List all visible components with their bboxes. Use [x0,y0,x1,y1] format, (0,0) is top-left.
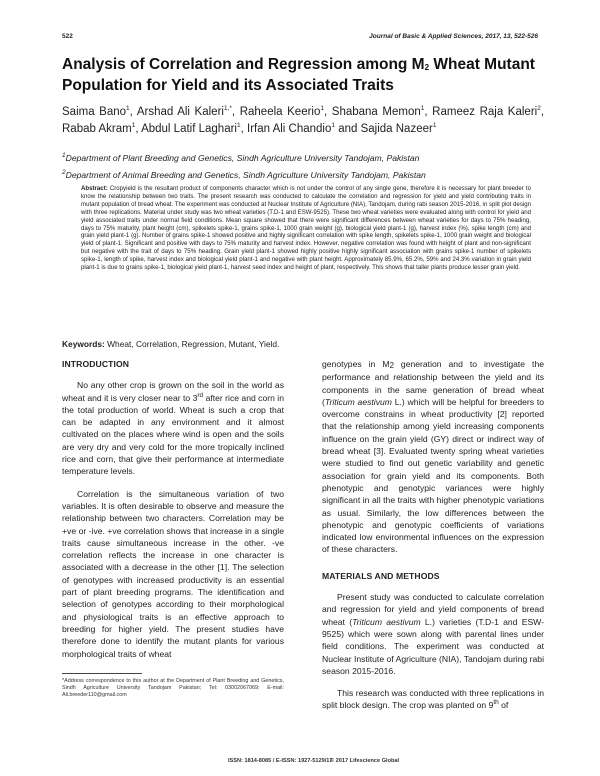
left-column [62,358,284,670]
intro-paragraph-continued: genotypes in $M_2$ generation and to investigate the performance and relationship between the yield and its components in the same generation of bread wheat (Triticum aestivum L.) which will be helpful for breeders to overcome constrains in wheat productivity [2] reported that the relationship among yield increasing components influence on the grain yield (GY) direct or indirect way of bread wheat [3]. Evaluated twenty spring wheat varieties were studied to find out genetic variability and genetic association for grain yield and its components. Both phenotypic and genotypic variances were highly significant in all the traits with higher phenotypic variations as usual. Similarly, the low differences between the phenotypic and genotypic coefficients of variations indicated low environmental influences on the expression of these characters. [322,359,545,555]
author: Rameez Raja Kaleri$^2$ [432,105,541,118]
keywords [62,339,542,349]
keywords-label: Keywords: [62,339,105,349]
right-column [322,358,544,722]
footnote-divider [62,673,142,674]
author: Shabana Memon$^1$ [331,105,425,118]
intro-paragraph-2: Correlation is the simultaneous variation of two variables. It is often desirable to observe and measure the relationship between two characters. Correlation may be +ve or -ive. +ve correlation shows that increase in a single traits cause simultaneous increase in the other. -ve correlation reflects the increase in one character is associated with a decrease in the other [1]. The selection of genotypes with increased productivity is an essential part of plant breeding programs. The identification and selection of genotypes according to their morphological and physiological traits is an effective approach to breeding for higher yield. The present studies have therefore done to identify the mutant plants for various morphological traits of wheat [62,488,284,659]
issn-text: ISSN: 1814-8085 / E-ISSN: 1927-5129/17 [228,758,333,764]
correspondence-footnote: *Address correspondence to this author at the Department of Plant Breeding and Genetics, Sindh Agriculture University Tandojam Pakistan; Tel: 03002067069; E-mail: Ali.breeder110@gmail.com [62,678,284,698]
methods-paragraph-1: Present study was conducted to calculate correlation and regression for yield and yield components of bread wheat (Triticum aestivum L.) varieties (T.D-1 and ESW-9525) which were sown along with parental lines under field conditions. The experiment was conducted at Nuclear Institute of Agriculture (NIA), Tandojam during rabi season 2015-2016. [322,592,544,676]
copyright-text: © 2017 Lifescience Global [330,758,400,764]
affiliation-2: $^2$Department of Animal Breeding and Genetics, Sindh Agriculture University Tandojam, Pakistan [62,169,426,180]
title-subscript: 2 [424,62,430,72]
abstract-text: Cropyield is the resultant product of components character which is not under the control of any single gene, therefore it is necessary for plant breeder to know the relationship between two traits. The present research was conducted to calculate the correlation and regression for yield and yield contributing traits in mutant population of bread wheat. The experiment was conducted at Nuclear Institute of Agriculture (NIA), Tandojam, during rabi season 2015-2016, in split plot design with three replications. Material under study was two wheat varieties (T.D-1 and ESW-9525). These two wheat varieties were evaluated along with control for yield and yield associated traits under normal field conditions. Mean square showed that there were significant differences between wheat varieties for days to 75% heading, days to 75% maturity, plant height (cm), spikelets spike-1, grains spike-1, 1000 grain weight (g), biological yield plant-1 (g), harvest index (%), spike length (cm) and grain yield plant-1 (g). Number of grains spike-1 showed positive and highly significant correlation with spike length, spikelets spike-1, 1000 grain weight and biological yield of plant-1. Significant and positive with days to 75% maturity and harvest index. However, negative correlation was found with height of plant and non-significant but negative with the trait of days to 75% heading. Grain yield plant-1 showed highly positive highly significant association with grains spike-1 number of spikelets spike-1, length of spike, harvest index and biological yield plant-1 and negative with plant height. Approximately 85.9%, 65.2%, 59% and 24.3% variation in grain yield plant-1 is due to grains spike-1, biological yield plant-1, harvest seed index and height of plant, respectively. This shows that taller plants produce lesser grain yield. [81,185,531,272]
running-header [62,33,538,40]
author: Irfan Ali Chandio$^1$ [247,122,336,135]
section-heading-materials-methods: MATERIALS AND METHODS [322,570,440,581]
author: Abdul Latif Laghari$^1$ [141,122,241,135]
section-heading-introduction: INTRODUCTION [62,359,130,369]
author: Arshad Ali Kaleri$^{1,*}$ [136,105,232,118]
author-list: Saima Bano$^1$, Arshad Ali Kaleri$^{1,*}$, Raheela Keerio$^1$, Shabana Memon$^1$, Rameez Raja Kaleri$^2$, Rabab Akram$^1$, Abdul Latif Laghari$^1$, Irfan Ali Chandio$^1$ and Sajida Nazeer$^1$ [62,105,545,135]
page-number: 522 [62,33,73,40]
author: Sajida Nazeer$^1$ [360,122,437,135]
abstract [81,185,531,272]
title-text-1: Analysis of Correlation and Regression among M [62,56,425,73]
abstract-label: Abstract: [81,185,108,192]
author: Saima Bano$^1$ [62,105,130,118]
author: Rabab Akram$^1$ [62,122,136,135]
affiliation-1: $^1$Department of Plant Breeding and Genetics, Sindh Agriculture University Tandojam, Pakistan [62,152,420,163]
title-text-2: Wheat Mutant Population for Yield and its Associated Traits [62,56,535,94]
methods-paragraph-2: This research was conducted with three replications in split block design. The crop was planted on 9th of [322,688,544,711]
paper-title [62,55,542,95]
author: Raheela Keerio$^1$ [239,105,324,118]
journal-citation: Journal of Basic & Applied Sciences, 2017, 13, 522-526 [369,33,538,40]
intro-paragraph-1: No any other crop is grown on the soil in the world as wheat and it is very closer near to 3rd after rice and corn in the total production of world. Wheat is such a crop that can be adapted in any environment and it almost cultivated on the places where wind is open and the soils are very dry and very cold for the more tropically inclined rice and corn, that give their performance at intermediate temperature levels. [62,380,284,477]
keywords-text: Wheat, Correlation, Regression, Mutant, Yield. [104,339,280,349]
